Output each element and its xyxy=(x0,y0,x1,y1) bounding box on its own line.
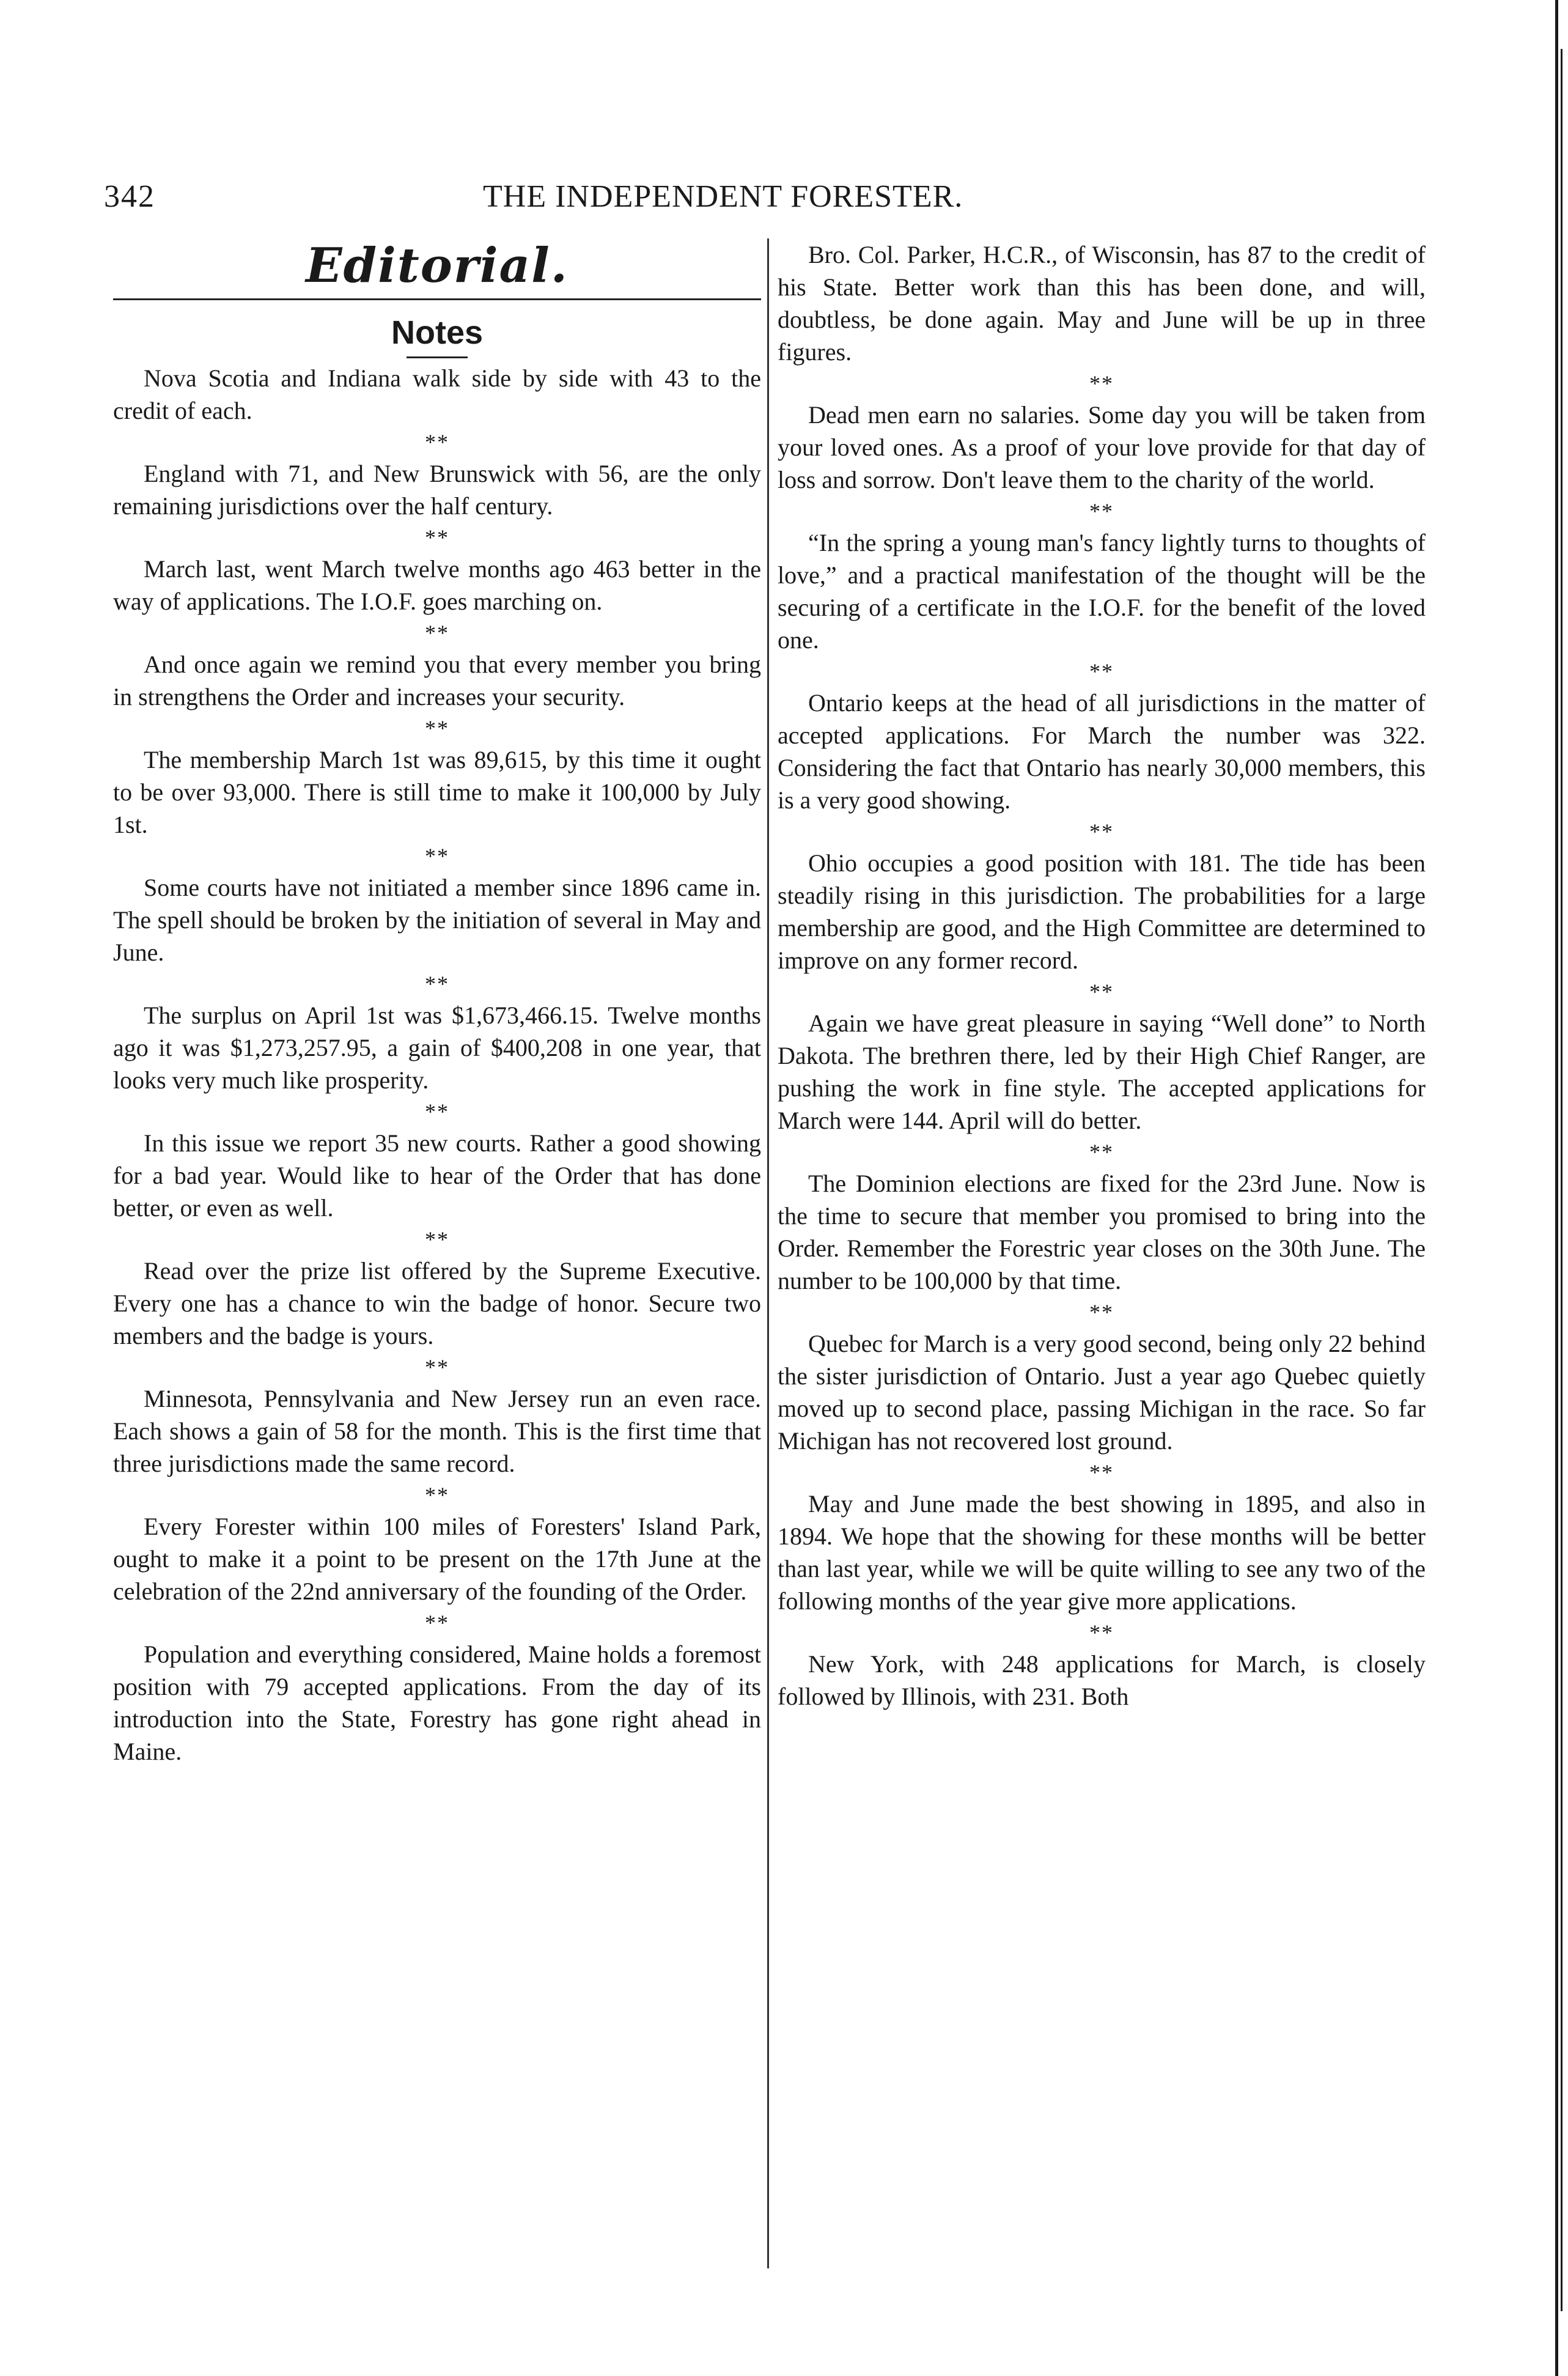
editorial-note: Ohio occupies a good position with 181. The tide has been steadily rising in this jurisdiction. The probabilities for a large membership are good, and the High Committee are determined to improve on any former record. xyxy=(778,849,1426,974)
editorial-note: New York, with 248 applications for March, is closely followed by Illinois, with 231. Both xyxy=(778,1650,1426,1710)
editorial-note: The membership March 1st was 89,615, by this time it ought to be over 93,000. There is still time to make it 100,000 by July 1st. xyxy=(113,746,761,838)
editorial-note: Nova Scotia and Indiana walk side by side with 43 to the credit of each. xyxy=(113,364,761,424)
note-separator: ** xyxy=(425,430,449,454)
note-separator: ** xyxy=(1089,1300,1114,1324)
note-separator: ** xyxy=(425,1227,449,1252)
editorial-masthead: Editorial. xyxy=(306,238,569,293)
note-separator: ** xyxy=(425,621,449,645)
heading-rule xyxy=(407,356,468,358)
note-separator: ** xyxy=(1089,1140,1114,1164)
editorial-note: Read over the prize list offered by the Supreme Executive. Every one has a chance to win the badge of honor. Secure two members and the badge is yours. xyxy=(113,1257,761,1349)
note-separator: ** xyxy=(425,972,449,996)
editorial-note: Ontario keeps at the head of all jurisdictions in the matter of accepted applications. For March the number was 322. Considering the fact that Ontario has nearly 30,000 members, this is a very good showing. xyxy=(778,689,1426,814)
editorial-note: May and June made the best showing in 1895, and also in 1894. We hope that the showing for these months will be better than last year, while we will be quite willing to see any two of the following months of the year give more applications. xyxy=(778,1490,1426,1615)
page-number: 342 xyxy=(104,179,155,214)
note-separator: ** xyxy=(425,716,449,740)
editorial-note: Every Forester within 100 miles of Foresters' Island Park, ought to make it a point to be present on the 17th June at the celebration of the 22nd anniversary of the founding of the Order. xyxy=(113,1513,761,1605)
note-separator: ** xyxy=(425,1355,449,1379)
editorial-note: England with 71, and New Brunswick with 56, are the only remaining jurisdictions over the half century. xyxy=(113,460,761,520)
editorial-note: In this issue we report 35 new courts. Rather a good showing for a bad year. Would like to hear of the Order that has done better, or even as well. xyxy=(113,1129,761,1222)
note-separator: ** xyxy=(1089,499,1114,523)
editorial-note: The Dominion elections are fixed for the 23rd June. Now is the time to secure that member you promised to bring into the Order. Remember the Forestric year closes on the 30th June. The number to be 100,000 by that time. xyxy=(778,1170,1426,1294)
editorial-note: And once again we remind you that every member you bring in strengthens the Order and increases your security. xyxy=(113,651,761,710)
note-separator: ** xyxy=(1089,980,1114,1004)
page-edge-rule-inner xyxy=(1561,49,1562,2311)
note-separator: ** xyxy=(1089,1620,1114,1645)
note-separator: ** xyxy=(1089,371,1114,396)
page-header xyxy=(104,179,1082,221)
left-column xyxy=(113,238,761,1768)
editorial-note: Dead men earn no salaries. Some day you will be taken from your loved ones. As a proof of your love provide for that day of loss and sorrow. Don't leave them to the charity of the world. xyxy=(778,401,1426,493)
note-separator: ** xyxy=(1089,659,1114,684)
editorial-note: “In the spring a young man's fancy lightly turns to thoughts of love,” and a practical manifestation of the thought will be the securing of a certificate in the I.O.F. for the benefit of the loved one. xyxy=(778,529,1426,654)
editorial-note: Some courts have not initiated a member since 1896 came in. The spell should be broken by the initiation of several in May and June. xyxy=(113,874,761,966)
editorial-note: Population and everything considered, Maine holds a foremost position with 79 accepted applications. From the day of its introduction into the State, Forestry has gone right ahead in Maine. xyxy=(113,1640,761,1765)
note-separator: ** xyxy=(425,844,449,868)
editorial-note: March last, went March twelve months ago 463 better in the way of applications. The I.O.F. goes marching on. xyxy=(113,555,761,615)
editorial-note: Again we have great pleasure in saying “Well done” to North Dakota. The brethren there, led by their High Chief Ranger, are pushing the work in fine style. The accepted applications for March were 144. April will do better. xyxy=(778,1009,1426,1134)
note-separator: ** xyxy=(425,525,449,550)
editorial-note: Bro. Col. Parker, H.C.R., of Wisconsin, has 87 to the credit of his State. Better work than this has been done, and will, doubtless, be done again. May and June will be up in three figures. xyxy=(778,241,1426,366)
note-separator: ** xyxy=(425,1483,449,1507)
editorial-note: Quebec for March is a very good second, being only 22 behind the sister jurisdiction of Ontario. Just a year ago Quebec quietly moved up to second place, passing Michigan in the race. So far Michigan has not recovered lost ground. xyxy=(778,1330,1426,1455)
running-title: THE INDEPENDENT FORESTER. xyxy=(483,179,963,214)
section-heading: Notes xyxy=(391,314,484,351)
right-column xyxy=(778,238,1426,1713)
page-edge-rule xyxy=(1555,0,1558,2376)
column-divider xyxy=(767,238,769,2268)
note-separator: ** xyxy=(1089,819,1114,844)
note-separator: ** xyxy=(425,1099,449,1124)
note-separator: ** xyxy=(1089,1460,1114,1485)
editorial-note: Minnesota, Pennsylvania and New Jersey run an even race. Each shows a gain of 58 for the month. This is the first time that three jurisdictions made the same record. xyxy=(113,1385,761,1477)
note-separator: ** xyxy=(425,1610,449,1635)
editorial-note: The surplus on April 1st was $1,673,466.15. Twelve months ago it was $1,273,257.95, a gain of $400,208 in one year, that looks very much like prosperity. xyxy=(113,1002,761,1094)
masthead-rule xyxy=(113,298,761,300)
